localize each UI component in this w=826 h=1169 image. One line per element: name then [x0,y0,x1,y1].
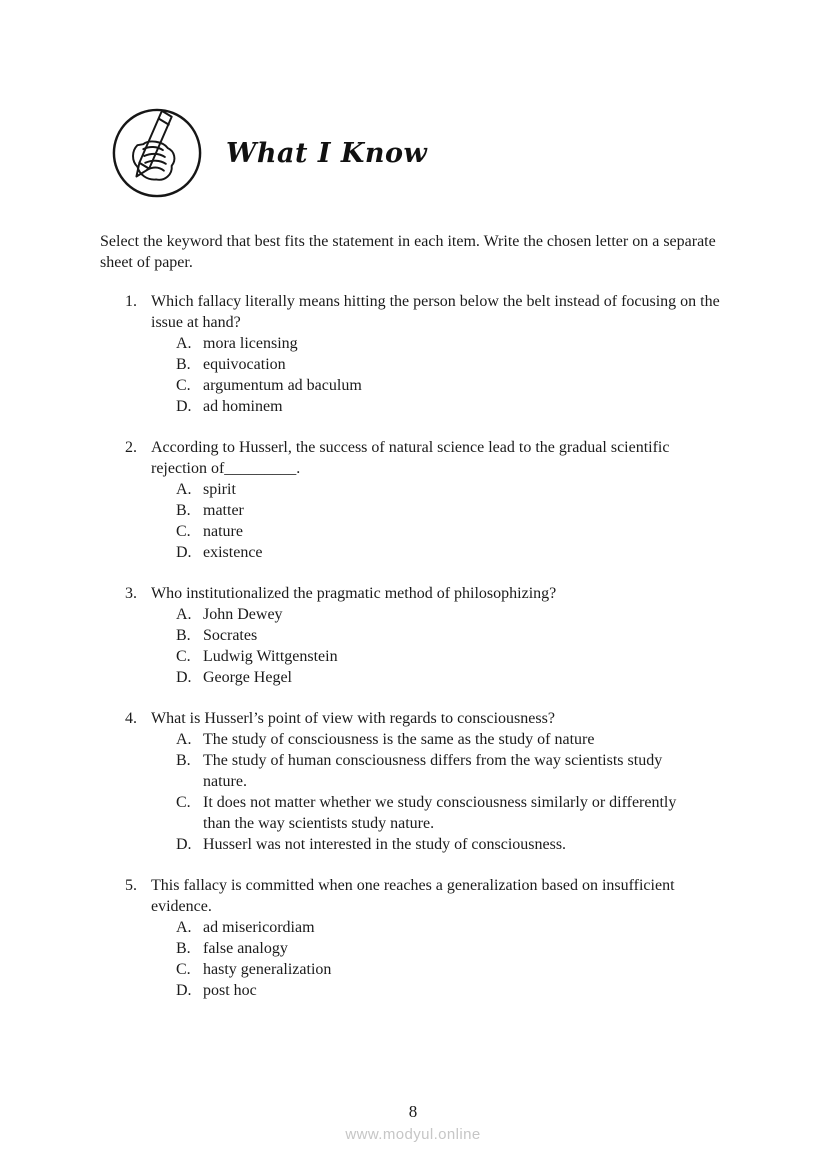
option-letter: C. [176,794,191,811]
option [151,354,720,375]
question-text: What is Husserl’s point of view with regards to consciousness? [151,710,555,727]
option [151,792,720,834]
option-letter: D. [176,836,192,853]
option-text: Socrates [203,627,258,644]
option-letter: C. [176,523,191,540]
option-text: hasty generalization [203,961,332,978]
question-body [151,875,720,1001]
option-letter: D. [176,982,192,999]
page-number: 8 [408,1102,418,1121]
option [151,980,720,1001]
option [151,604,720,625]
option-list [151,333,720,417]
option [151,750,720,792]
question-number: 5. [125,877,137,894]
option [151,938,720,959]
option [151,917,720,938]
option-letter: A. [176,335,192,352]
option-text: The study of consciousness is the same as the study of nature [203,731,595,748]
question-body [151,708,720,855]
option-text: ad hominem [203,398,283,415]
option-text: Husserl was not interested in the study of consciousness. [203,836,567,853]
question-number: 1. [125,293,137,310]
option-letter: A. [176,481,192,498]
option [151,521,720,542]
question [125,291,720,417]
option [151,729,720,750]
option-text: ad misericordiam [203,919,315,936]
option-text: argumentum ad baculum [203,377,362,394]
option-letter: B. [176,627,191,644]
question-number: 2. [125,439,137,456]
option [151,333,720,354]
option-text: Ludwig Wittgenstein [203,648,338,665]
section-title: What I Know [226,137,428,169]
option-letter: C. [176,377,191,394]
option-letter: D. [176,398,192,415]
section-header [100,105,720,201]
option-text: It does not matter whether we study consciousness similarly or differently than the way scientists study nature. [203,794,677,832]
option [151,646,720,667]
option-letter: C. [176,961,191,978]
question-text: This fallacy is committed when one reaches a generalization based on insufficient evidence. [151,877,675,915]
option-text: post hoc [203,982,257,999]
option [151,542,720,563]
question [125,708,720,855]
option-list [151,604,720,688]
option-letter: C. [176,648,191,665]
option-text: John Dewey [203,606,283,623]
option [151,479,720,500]
option-letter: B. [176,940,191,957]
option [151,625,720,646]
option-letter: D. [176,544,192,561]
page-footer [0,1102,826,1143]
watermark: www.modyul.online [345,1126,481,1143]
option-text: nature [203,523,243,540]
option-text: equivocation [203,356,286,373]
option-text: matter [203,502,244,519]
question-body [151,583,720,688]
option-text: George Hegel [203,669,292,686]
option [151,396,720,417]
option-letter: A. [176,606,192,623]
option-letter: B. [176,356,191,373]
question-text: Which fallacy literally means hitting the person below the belt instead of focusing on the issue at hand? [151,293,720,331]
option-letter: A. [176,731,192,748]
question-number: 3. [125,585,137,602]
option-text: spirit [203,481,236,498]
option-text: The study of human consciousness differs from the way scientists study nature. [203,752,663,790]
option-letter: D. [176,669,192,686]
question-body [151,291,720,417]
option-letter: B. [176,752,191,769]
question-number: 4. [125,710,137,727]
option-letter: B. [176,502,191,519]
option-list [151,729,720,855]
question-body [151,437,720,563]
option-text: mora licensing [203,335,298,352]
instructions: Select the keyword that best fits the statement in each item. Write the chosen letter on a separate sheet of paper. [100,233,716,271]
question [125,875,720,1001]
question-list [125,291,720,1001]
question [125,583,720,688]
option-text: false analogy [203,940,288,957]
question [125,437,720,563]
hand-pencil-icon [110,106,204,200]
question-text: Who institutionalized the pragmatic method of philosophizing? [151,585,557,602]
option-letter: A. [176,919,192,936]
question-text: According to Husserl, the success of natural science lead to the gradual scientific rejection of_________. [151,439,670,477]
option-list [151,479,720,563]
option [151,375,720,396]
option [151,959,720,980]
option [151,500,720,521]
option [151,667,720,688]
option-text: existence [203,544,263,561]
option [151,834,720,855]
option-list [151,917,720,1001]
